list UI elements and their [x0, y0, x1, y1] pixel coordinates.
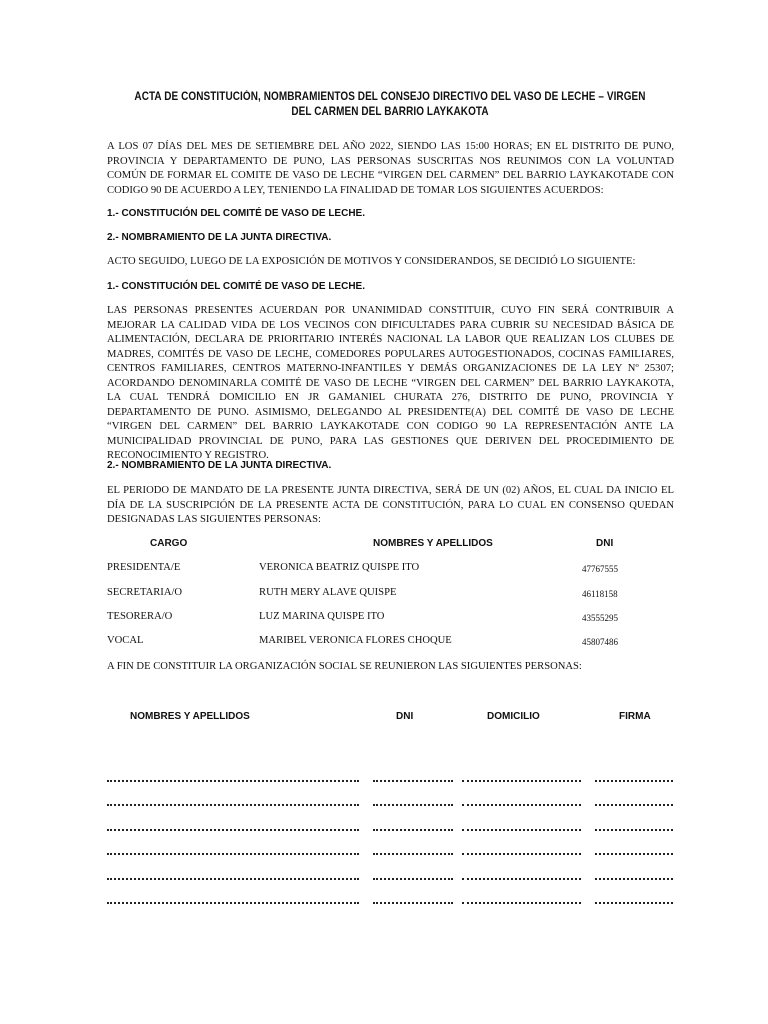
sign-header-dni: DNI [396, 711, 414, 722]
board-dni: 46118158 [582, 589, 618, 599]
signature-domicilio-line [462, 902, 581, 904]
signature-firma-line [595, 878, 673, 880]
document-title: ACTA DE CONSTITUCIÓN, NOMBRAMIENTOS DEL CONSEJO DIRECTIVO DEL VASO DE LECHE – VIRGEN DEL CARMEN DEL BARRIO LAYKAKOTA [134, 90, 646, 118]
board-header-dni: DNI [596, 538, 614, 549]
signature-domicilio-line [462, 804, 581, 806]
intro-paragraph: A LOS 07 DÍAS DEL MES DE SETIEMBRE DEL AÑO 2022, SIENDO LAS 15:00 HORAS; EN EL DISTRITO DE PUNO, PROVINCIA Y DEPARTAMENTO DE PUNO, LAS PERSONAS SUSCRITAS NOS REUNIMOS CON LA VOLUNTAD COMÚN DE FORMAR EL COMITE DE VASO DE LECHE “VIRGEN DEL CARMEN” DEL BARRIO LAYKAKOTADE CON CODIGO 90 DE ACUERDO A LEY, TENIENDO LA FINALIDAD DE TOMAR LOS SIGUIENTES ACUERDOS: [107, 141, 674, 196]
signature-domicilio-line [462, 780, 581, 782]
heading-nombramiento-detail: 2.- NOMBRAMIENTO DE LA JUNTA DIRECTIVA. [107, 460, 332, 471]
board-header-nombres: NOMBRES Y APELLIDOS [373, 538, 493, 549]
signature-domicilio-line [462, 853, 581, 855]
signature-firma-line [595, 804, 673, 806]
board-dni: 45807486 [582, 637, 618, 647]
board-nombre: RUTH MERY ALAVE QUISPE [259, 587, 397, 598]
signature-firma-line [595, 829, 673, 831]
constitucion-paragraph: LAS PERSONAS PRESENTES ACUERDAN POR UNANIMIDAD CONSTITUIR, CUYO FIN SERÁ CONTRIBUIR A MEJORAR LA CALIDAD VIDA DE LOS VECINOS CON DIFICULTADES PARA CUBRIR SU NECESIDAD BÁSICA DE ALIMENTACIÓN, DECLARA DE PRIORITARIO INTERÉS NACIONAL LA LABOR QUE REALIZAN LOS CLUBES DE MADRES, COMITÉS DE VASO DE LECHE, COMEDORES POPULARES AUTOGESTIONADOS, COCINAS FAMILIARES, CENTROS FAMILIARES, CENTROS MATERNO-INFANTILES Y DEMÁS ORGANIZACIONES DE LA LEY Nº 25307; ACORDANDO DENOMINARLA COMITÉ DE VASO DE LECHE “VIRGEN DEL CARMEN” DEL BARRIO LAYKAKOTA, LA CUAL TENDRÁ DOMICILIO EN JR GAMANIEL CHURATA 276, DISTRITO DE PUNO, PROVINCIA Y DEPARTAMENTO DE PUNO. ASIMISMO, DELEGANDO AL PRESIDENTE(A) DEL COMITÉ DE VASO DE LECHE “VIRGEN DEL CARMEN” DEL BARRIO LAYKAKOTADE CON CODIGO 90 LA REPRESENTACIÓN ANTE LA MUNICIPALIDAD PROVINCIAL DE PUNO, PARA LAS GESTIONES QUE DERIVEN DEL PROCEDIMIENTO DE RECONOCIMIENTO Y REGISTRO. [107, 305, 674, 461]
board-nombre: LUZ MARINA QUISPE ITO [259, 611, 385, 622]
signature-name-line [107, 853, 359, 855]
signature-dni-line [373, 878, 453, 880]
board-header-cargo: CARGO [150, 538, 188, 549]
sign-header-firma: FIRMA [619, 711, 651, 722]
sign-header-nombres: NOMBRES Y APELLIDOS [130, 711, 250, 722]
signature-name-line [107, 878, 359, 880]
mandato-paragraph: EL PERIODO DE MANDATO DE LA PRESENTE JUNTA DIRECTIVA, SERÁ DE UN (02) AÑOS, EL CUAL DA INICIO EL DÍA DE LA SUSCRIPCIÓN DE LA PRESENTE ACTA DE CONSTITUCIÓN, PARA LO CUAL EN CONSENSO QUEDAN DESIGNADAS LAS SIGUIENTES PERSONAS: [107, 485, 674, 525]
board-cargo: SECRETARIA/O [107, 587, 183, 598]
signature-firma-line [595, 853, 673, 855]
heading-constitucion-detail: 1.- CONSTITUCIÓN DEL COMITÉ DE VASO DE LECHE. [107, 281, 365, 292]
board-nombre: VERONICA BEATRIZ QUISPE ITO [259, 562, 420, 573]
signature-dni-line [373, 902, 453, 904]
signature-name-line [107, 902, 359, 904]
signature-dni-line [373, 804, 453, 806]
signature-dni-line [373, 780, 453, 782]
signature-name-line [107, 829, 359, 831]
board-dni: 47767555 [582, 564, 618, 574]
board-nombre: MARIBEL VERONICA FLORES CHOQUE [259, 635, 452, 646]
signature-firma-line [595, 902, 673, 904]
board-cargo: TESORERA/O [107, 611, 173, 622]
signature-dni-line [373, 853, 453, 855]
heading-constitucion: 1.- CONSTITUCIÓN DEL COMITÉ DE VASO DE LECHE. [107, 208, 365, 219]
fin-paragraph: A FIN DE CONSTITUIR LA ORGANIZACIÓN SOCIAL SE REUNIERON LAS SIGUIENTES PERSONAS: [107, 661, 582, 672]
sign-header-domicilio: DOMICILIO [487, 711, 540, 722]
board-cargo: PRESIDENTA/E [107, 562, 181, 573]
signature-domicilio-line [462, 829, 581, 831]
board-cargo: VOCAL [107, 635, 144, 646]
signature-firma-line [595, 780, 673, 782]
signature-dni-line [373, 829, 453, 831]
board-dni: 43555295 [582, 613, 618, 623]
signature-domicilio-line [462, 878, 581, 880]
acto-paragraph: ACTO SEGUIDO, LUEGO DE LA EXPOSICIÓN DE MOTIVOS Y CONSIDERANDOS, SE DECIDIÓ LO SIGUIENTE: [107, 256, 636, 267]
heading-nombramiento: 2.- NOMBRAMIENTO DE LA JUNTA DIRECTIVA. [107, 232, 332, 243]
signature-name-line [107, 780, 359, 782]
signature-name-line [107, 804, 359, 806]
